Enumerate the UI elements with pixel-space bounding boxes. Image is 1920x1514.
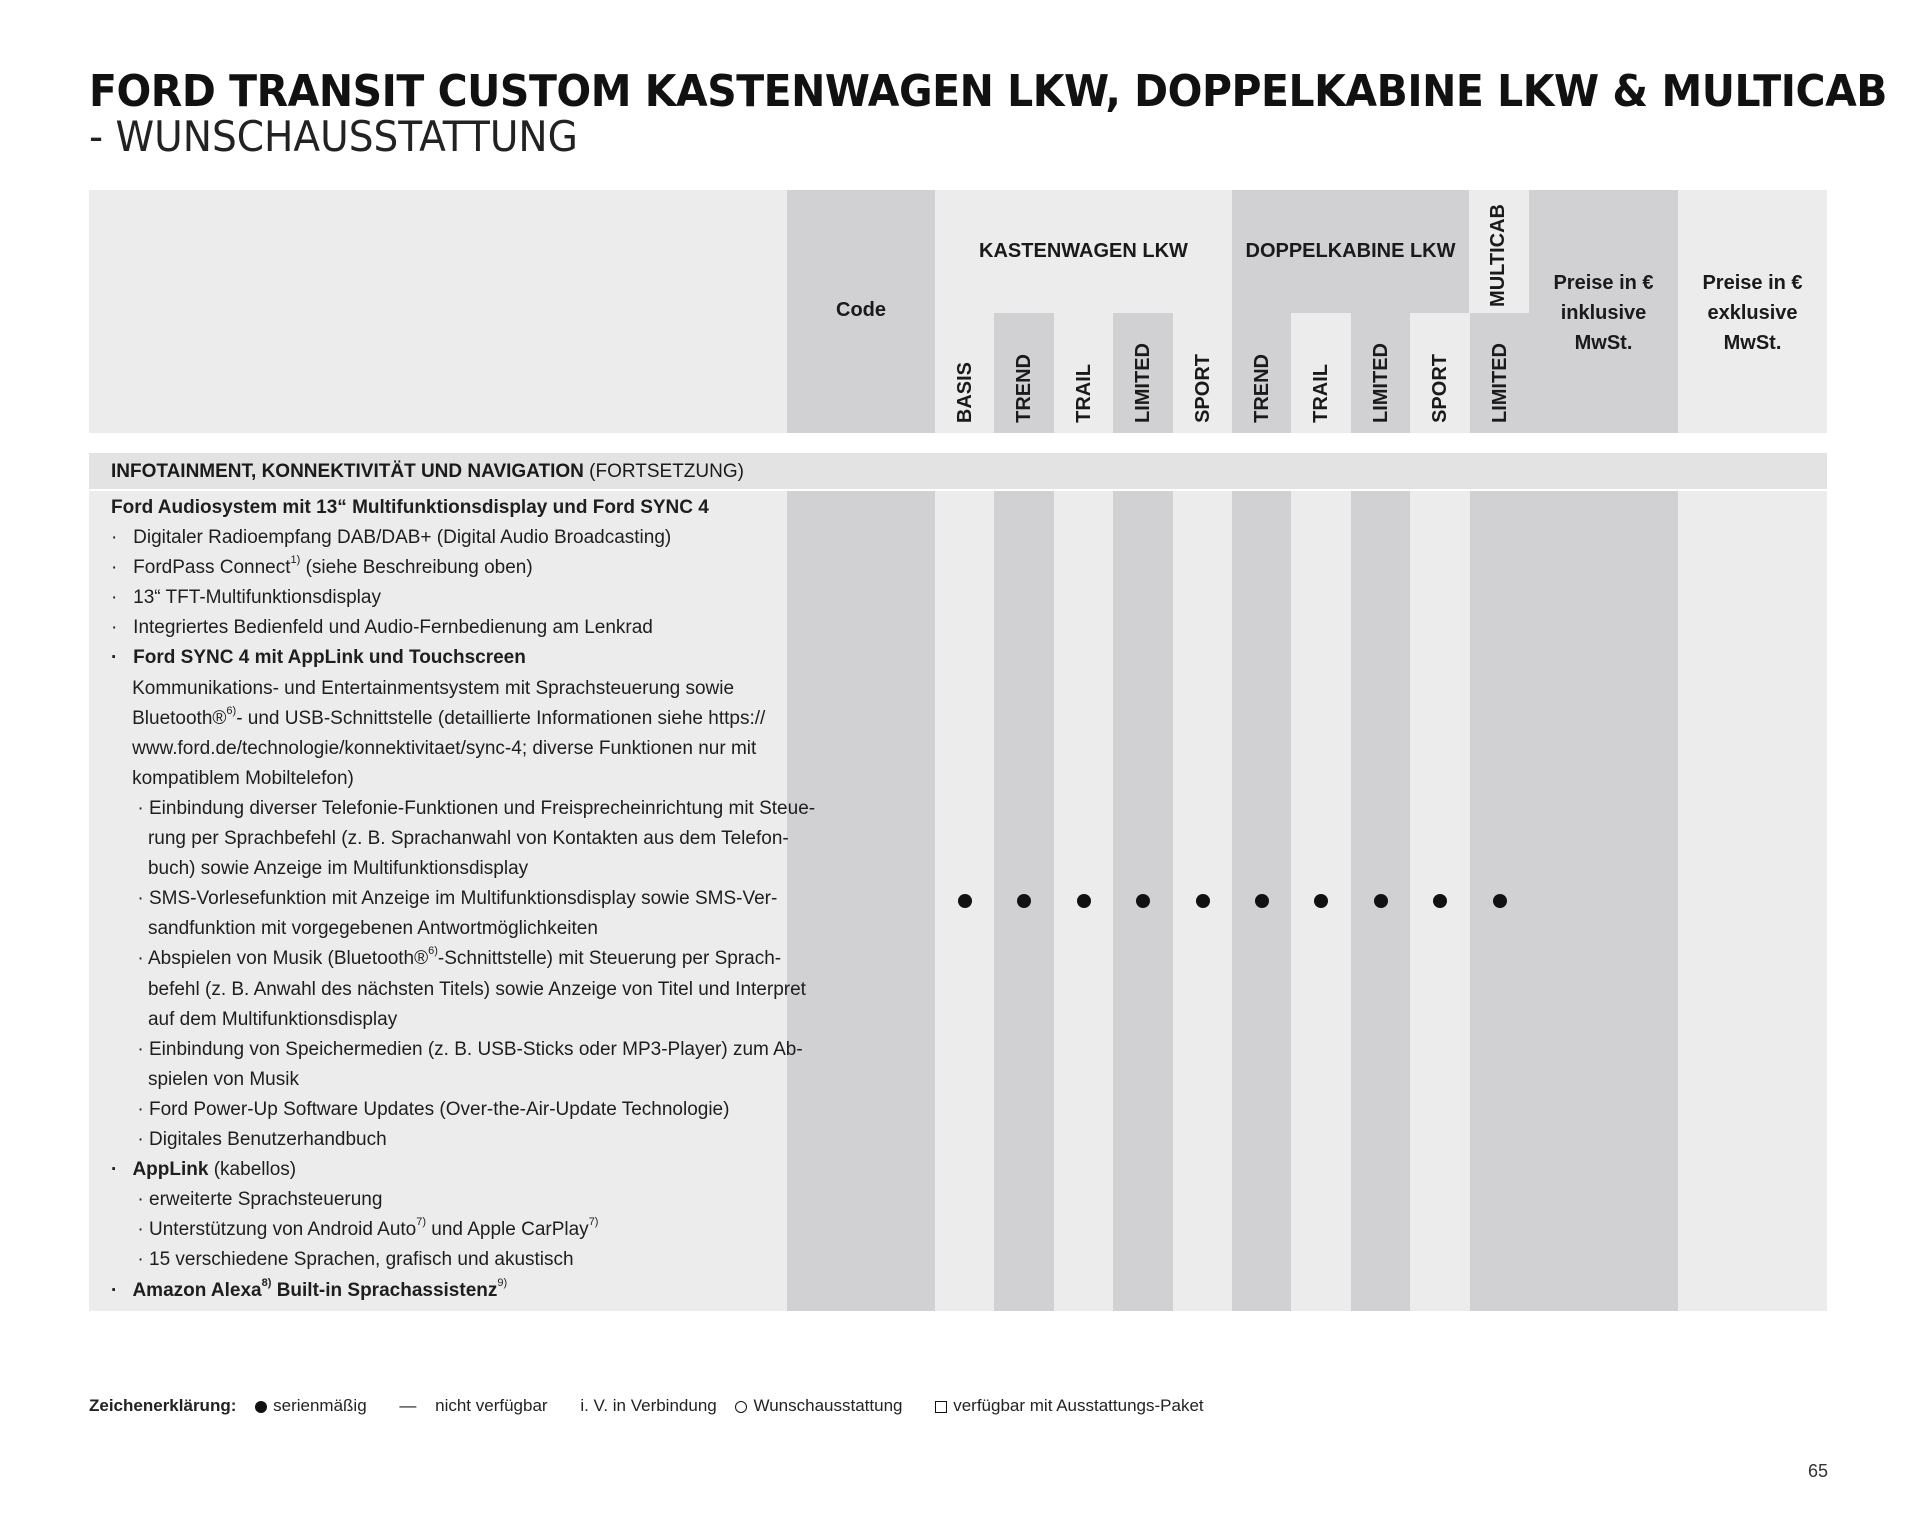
price-incl-line-1: Preise in € <box>1553 272 1654 294</box>
price-incl-header <box>1529 268 1678 358</box>
multicab-header: MULTICAB <box>1487 204 1509 307</box>
standard-dot-icon <box>1255 894 1269 908</box>
legend-iv: i. V. in Verbindung <box>580 1396 717 1415</box>
trim-label: TREND <box>1250 354 1273 423</box>
price-excl-line-3: MwSt. <box>1723 332 1782 354</box>
feature-line: · erweiterte Sprachsteuerung <box>111 1189 383 1210</box>
price-excl-header <box>1678 268 1827 358</box>
page-title: FORD TRANSIT CUSTOM KASTENWAGEN LKW, DOPPELKABINE LKW & MULTICAB <box>89 66 1887 117</box>
legend-standard-text: serienmäßig <box>273 1396 367 1415</box>
doppelkabine-header: DOPPELKABINE LKW <box>1245 240 1456 262</box>
standard-dot-icon <box>1136 894 1150 908</box>
feature-line: · Ford SYNC 4 mit AppLink und Touchscreen <box>111 647 526 668</box>
feature-line: · AppLink (kabellos) <box>111 1159 297 1180</box>
feature-line: · Digitaler Radioempfang DAB/DAB+ (Digital Audio Broadcasting) <box>111 527 672 548</box>
page-subtitle: - WUNSCHAUSSTATTUNG <box>89 112 578 161</box>
feature-line: kompatiblem Mobiltelefon) <box>111 768 354 789</box>
trim-label: TRAIL <box>1310 364 1332 423</box>
legend-optional-text: Wunschausstattung <box>753 1396 903 1415</box>
standard-dot-icon <box>1314 894 1328 908</box>
section-header-row <box>89 453 1827 489</box>
standard-dot-icon <box>1017 894 1031 908</box>
legend-optional <box>735 1396 916 1415</box>
price-incl-line-3: MwSt. <box>1574 332 1633 354</box>
open-circle-icon <box>735 1401 747 1413</box>
feature-line: · 15 verschiedene Sprachen, grafisch und akustisch <box>111 1249 574 1270</box>
feature-line: · Einbindung von Speichermedien (z. B. USB-Sticks oder MP3-Player) zum Ab- <box>111 1039 803 1060</box>
feature-line: · Amazon Alexa$^{8)}$ Built-in Sprachassistenz$^{9)}$ <box>111 1277 508 1301</box>
feature-line: · Integriertes Bedienfeld und Audio-Fernbedienung am Lenkrad <box>111 617 653 638</box>
feature-line: · Einbindung diverser Telefonie-Funktionen und Freisprecheinrichtung mit Steue- <box>111 798 816 819</box>
price-incl-body-cell <box>1529 491 1678 1311</box>
section-title-suffix: (FORTSETZUNG) <box>583 461 744 482</box>
feature-line: · 13“ TFT-Multifunktionsdisplay <box>111 587 381 608</box>
feature-line: · FordPass Connect$^{1)}$ (siehe Beschreibung oben) <box>111 554 533 578</box>
legend-standard <box>255 1396 381 1415</box>
open-square-icon <box>935 1401 947 1413</box>
trim-label: TRAIL <box>1072 364 1095 423</box>
feature-line: · SMS-Vorlesefunktion mit Anzeige im Multifunktionsdisplay sowie SMS-Ver- <box>111 888 778 909</box>
standard-dot-icon <box>1374 894 1388 908</box>
standard-dot-icon <box>1196 894 1210 908</box>
filled-dot-icon <box>255 1401 267 1413</box>
trim-label: LIMITED <box>1488 343 1511 423</box>
code-header: Code <box>836 299 886 321</box>
trim-label: BASIS <box>953 361 976 423</box>
trim-label: SPORT <box>1429 354 1451 423</box>
feature-line: Bluetooth®$^{6)}$- und USB-Schnittstelle (detaillierte Informationen siehe https:// <box>111 705 766 729</box>
feature-line: www.ford.de/technologie/konnektivitaet/sync-4; diverse Funktionen nur mit <box>111 738 757 759</box>
section-title <box>111 461 744 483</box>
trim-label: SPORT <box>1191 354 1214 423</box>
legend-na-text: nicht verfügbar <box>435 1396 548 1415</box>
standard-dot-icon <box>1433 894 1447 908</box>
trim-label: LIMITED <box>1132 343 1154 423</box>
legend-package <box>935 1396 1217 1415</box>
feature-line: rung per Sprachbefehl (z. B. Sprachanwahl von Kontakten aus dem Telefon- <box>111 828 789 849</box>
feature-title <box>111 497 709 519</box>
standard-dot-icon <box>1077 894 1091 908</box>
page-number: 65 <box>1808 1461 1829 1481</box>
standard-dot-icon <box>1493 894 1507 908</box>
price-excl-line-2: exklusive <box>1707 302 1798 324</box>
section-title-bold: INFOTAINMENT, KONNEKTIVITÄT UND NAVIGATION <box>111 461 584 482</box>
dash-icon: — <box>399 1396 417 1415</box>
feature-line: auf dem Multifunktionsdisplay <box>111 1009 398 1030</box>
code-body-cell <box>787 491 935 1311</box>
legend-na <box>399 1396 561 1415</box>
price-incl-line-2: inklusive <box>1560 302 1647 324</box>
feature-title-text: Ford Audiosystem mit 13“ Multifunktionsdisplay und Ford SYNC 4 <box>111 497 709 518</box>
standard-dot-icon <box>958 894 972 908</box>
feature-line: spielen von Musik <box>111 1069 299 1090</box>
feature-line: · Abspielen von Musik (Bluetooth®$^{6)}$-Schnittstelle) mit Steuerung per Sprach- <box>111 945 782 969</box>
feature-line: · Digitales Benutzerhandbuch <box>111 1129 387 1150</box>
feature-line: · Unterstützung von Android Auto$^{7)}$ und Apple CarPlay$^{7)}$ <box>111 1216 599 1240</box>
header-description-cell <box>89 190 787 433</box>
legend <box>89 1396 1232 1416</box>
price-excl-line-1: Preise in € <box>1702 272 1803 294</box>
feature-line: sandfunktion mit vorgegebenen Antwortmöglichkeiten <box>111 918 598 939</box>
feature-line: befehl (z. B. Anwahl des nächsten Titels) sowie Anzeige von Titel und Interpret <box>111 979 806 1000</box>
feature-line: · Ford Power-Up Software Updates (Over-the-Air-Update Technologie) <box>111 1099 730 1120</box>
feature-line: Kommunikations- und Entertainmentsystem mit Sprachsteuerung sowie <box>111 678 735 699</box>
legend-label: Zeichenerklärung: <box>89 1396 237 1415</box>
legend-package-text: verfügbar mit Ausstattungs-Paket <box>953 1396 1204 1415</box>
trim-label: LIMITED <box>1369 343 1392 423</box>
price-excl-body-cell <box>1678 491 1827 1311</box>
trim-label: TREND <box>1013 354 1035 423</box>
feature-line: buch) sowie Anzeige im Multifunktionsdisplay <box>111 858 529 879</box>
kastenwagen-header: KASTENWAGEN LKW <box>979 240 1188 262</box>
